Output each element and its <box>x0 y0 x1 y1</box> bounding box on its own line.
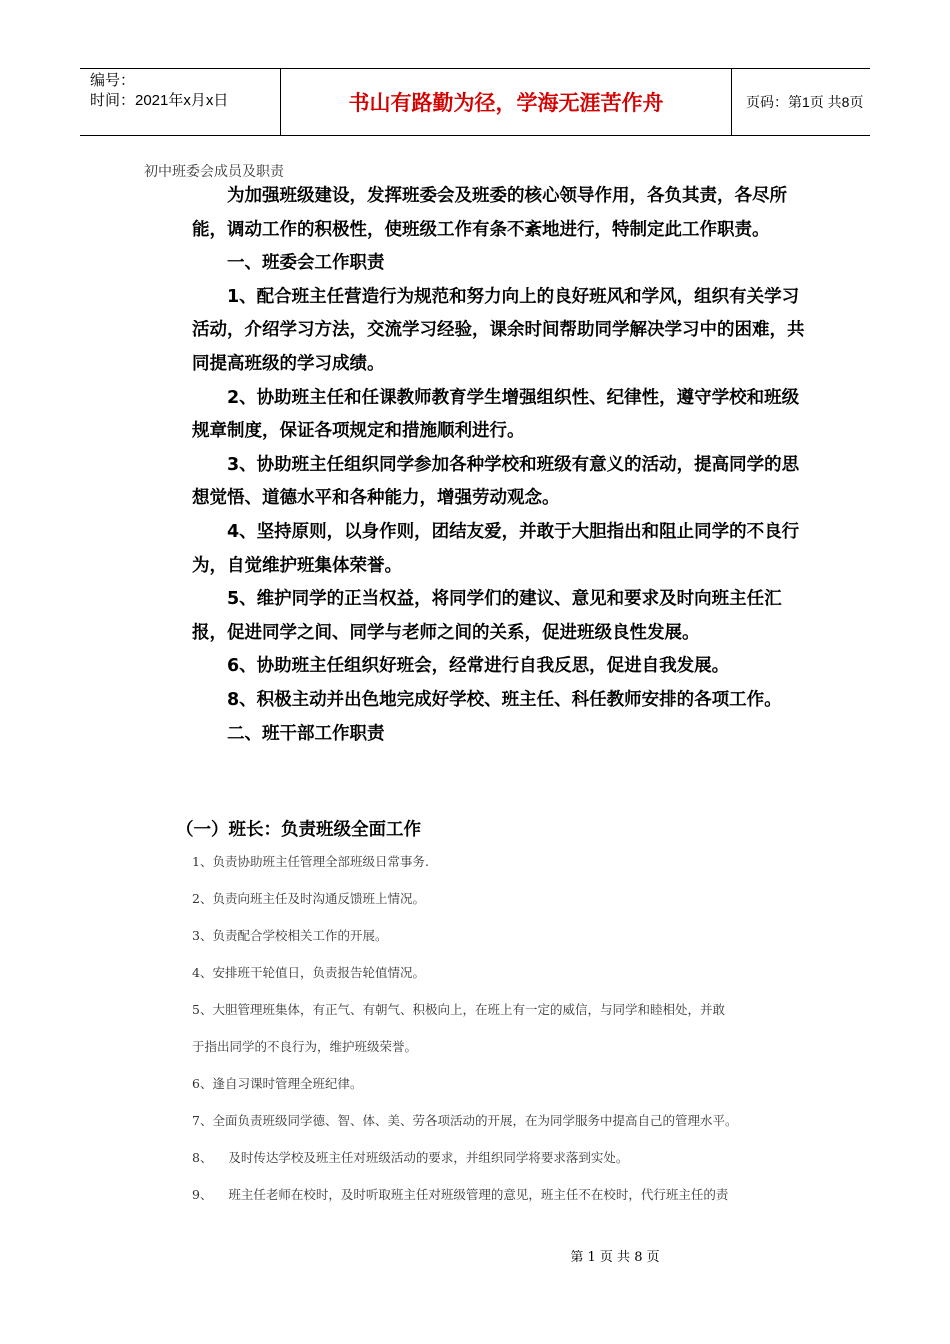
page-info-cell <box>732 69 870 135</box>
duty-item: 4、安排班干轮值日，负责报告轮值情况。 <box>192 965 425 980</box>
main-text <box>192 180 812 751</box>
duty-item: 8、 及时传达学校及班主任对班级活动的要求，并组织同学将要求落到实处。 <box>192 1150 629 1165</box>
section1-item: 2、协助班主任和任课教师教育学生增强组织性、纪律性，遵守学校和班级规章制度，保证各项规定和措施顺利进行。 <box>192 387 800 442</box>
section1-item: 5、维护同学的正当权益，将同学们的建议、意见和要求及时向班主任汇报，促进同学之间、同学与老师之间的关系，促进班级良性发展。 <box>192 589 782 643</box>
duty-item: 2、负责向班主任及时沟通反馈班上情况。 <box>192 891 425 906</box>
section1-item: 4、坚持原则，以身作则，团结友爱，并敢于大胆指出和阻止同学的不良行为，自觉维护班集体荣誉。 <box>192 521 800 576</box>
section1-item: 8、积极主动并出色地完成好学校、班主任、科任教师安排的各项工作。 <box>227 689 782 710</box>
section1-item: 6、协助班主任组织好班会，经常进行自我反思，促进自我发展。 <box>227 656 730 677</box>
number-label: 编号： <box>90 72 136 89</box>
document-title: 初中班委会成员及职责 <box>144 164 284 180</box>
section1-heading: 一、班委会工作职责 <box>227 253 385 274</box>
time-label: 时间：2021年x月x日 <box>90 92 229 109</box>
intro-paragraph: 为加强班级建设，发挥班委会及班委的核心领导作用，各负其责，各尽所能，调动工作的积极性，使班级工作有条不紊地进行，特制定此工作职责。 <box>192 186 787 240</box>
page-footer: 第 1 页 共 8 页 <box>570 1250 660 1265</box>
page-info: 页码：第1页 共8页 <box>746 94 864 110</box>
section2-heading: 二、班干部工作职责 <box>227 723 385 744</box>
duty-item: 1、负责协助班主任管理全部班级日常事务. <box>192 854 429 869</box>
motto-text: 书山有路勤为径，学海无涯苦作舟 <box>348 91 664 115</box>
header-table <box>80 68 870 136</box>
duty-item: 5、大胆管理班集体，有正气、有朝气、积极向上，在班上有一定的威信，与同学和睦相处，并敢 <box>192 1002 725 1017</box>
section1-item: 3、协助班主任组织同学参加各种学校和班级有意义的活动，提高同学的思想觉悟、道德水平和各种能力，增强劳动观念。 <box>192 454 800 509</box>
section1-item: 1、配合班主任营造行为规范和努力向上的良好班风和学风，组织有关学习活动，介绍学习方法，交流学习经验，课余时间帮助同学解决学习中的困难，共同提高班级的学习成绩。 <box>192 286 805 374</box>
duty-item: 3、负责配合学校相关工作的开展。 <box>192 928 388 943</box>
section2-subheading: （一）班长：负责班级全面工作 <box>176 820 421 840</box>
duty-item: 7、全面负责班级同学德、智、体、美、劳各项活动的开展，在为同学服务中提高自己的管理水平。 <box>192 1113 738 1128</box>
duty-item: 9、 班主任老师在校时，及时听取班主任对班级管理的意见，班主任不在校时，代行班主任的责 <box>192 1187 729 1202</box>
header-left-cell <box>80 69 280 135</box>
duty-item: 6、逢自习课时管理全班纪律。 <box>192 1076 363 1091</box>
motto-cell <box>280 69 732 135</box>
duty-item: 于指出同学的不良行为，维护班级荣誉。 <box>192 1039 418 1054</box>
monitor-duties-list <box>192 853 822 1204</box>
